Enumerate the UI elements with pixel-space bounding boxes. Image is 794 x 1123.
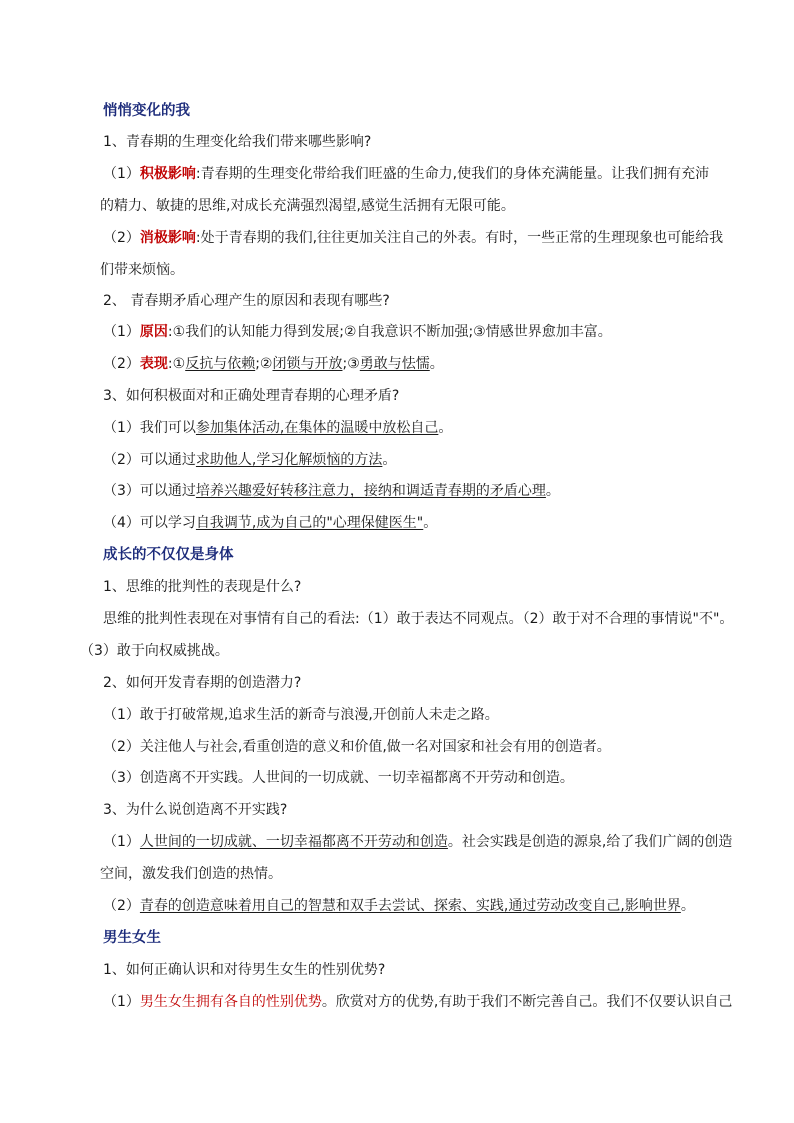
answer-continuation: 们带来烦恼。 [100, 262, 184, 278]
answer-item [103, 164, 709, 184]
label-positive: 积极影响 [139, 166, 196, 182]
answer-continuation: 空间，激发我们创造的热情。 [100, 866, 282, 882]
item-text: （1）我们可以 [103, 420, 196, 436]
question: 1、思维的批判性的表现是什么? [103, 579, 302, 595]
answer-item: （1）敢于打破常规,追求生活的新奇与浪漫,开创前人未走之路。 [103, 707, 499, 723]
item-text: （4）可以学习 [103, 515, 196, 531]
item-text: 。 [382, 452, 397, 468]
answer-item [103, 322, 612, 342]
underlined-text: 人世间的一切成就、一切幸福都离不开劳动和创造 [139, 834, 448, 850]
answer-item [103, 228, 723, 248]
answer-continuation: （3）敢于向权威挑战。 [80, 643, 229, 659]
answer-item [103, 481, 560, 501]
underlined-text: 青春的创造意味着用自己的智慧和双手去尝试、探索、实践,通过劳动改变自己,影响世界 [139, 898, 681, 914]
item-prefix: （2） [103, 356, 140, 372]
question: 1、如何正确认识和对待男生女生的性别优势? [103, 962, 386, 978]
label-negative: 消极影响 [139, 230, 196, 246]
item-text: :①我们的认知能力得到发展;②自我意识不断加强;③情感世界愈加丰富。 [167, 324, 612, 340]
answer-item [103, 992, 732, 1012]
item-text: 。 [680, 898, 695, 914]
item-text: ;② [255, 356, 273, 372]
question: 3、为什么说创造离不开实践? [103, 802, 288, 818]
question: 1、青春期的生理变化给我们带来哪些影响? [103, 134, 372, 150]
question: 2、如何开发青春期的创造潜力? [103, 675, 302, 691]
question: 3、如何积极面对和正确处理青春期的心理矛盾? [103, 388, 400, 404]
item-text: 。 [429, 356, 444, 372]
item-text: （1） [103, 834, 140, 850]
highlight-text: 男生女生拥有各自的性别优势 [139, 994, 322, 1010]
underlined-text: 闭锁与开放 [272, 356, 343, 372]
answer-item [103, 354, 444, 374]
item-text: 。 [438, 420, 453, 436]
label-manifestation: 表现 [139, 356, 168, 372]
underlined-text: 求助他人,学习化解烦恼的方法 [195, 452, 383, 468]
question: 2、 青春期矛盾心理产生的原因和表现有哪些? [103, 293, 390, 309]
label-cause: 原因 [139, 324, 168, 340]
answer-item [103, 450, 396, 470]
underlined-text: 勇敢与怯懦 [359, 356, 430, 372]
answer-item [103, 896, 695, 916]
item-text: ;③ [342, 356, 360, 372]
item-prefix: （1） [103, 166, 140, 182]
underlined-text: 反抗与依赖 [185, 356, 256, 372]
section-title: 成长的不仅仅是身体 [103, 547, 234, 563]
answer-text: 思维的批判性表现在对事情有自己的看法:（1）敢于表达不同观点。（2）敢于对不合理的事情说"不"。 [103, 611, 734, 627]
item-text: :① [167, 356, 186, 372]
item-prefix: （2） [103, 230, 140, 246]
item-text: :处于青春期的我们,往往更加关注自己的外表。有时，一些正常的生理现象也可能给我 [195, 230, 724, 246]
answer-item: （2）关注他人与社会,看重创造的意义和价值,做一名对国家和社会有用的创造者。 [103, 739, 611, 755]
underlined-text: 培养兴趣爱好转移注意力，接纳和调适青春期的矛盾心理 [195, 483, 546, 499]
section-title: 悄悄变化的我 [103, 103, 190, 119]
item-text: （2） [103, 898, 140, 914]
item-text: （3）可以通过 [103, 483, 196, 499]
item-text: 。 [423, 515, 438, 531]
underlined-text: 自我调节,成为自己的"心理保健医生" [195, 515, 424, 531]
answer-item [103, 832, 732, 852]
answer-continuation: 的精力、敏捷的思维,对成长充满强烈渴望,感觉生活拥有无限可能。 [100, 198, 515, 214]
item-text: 。 [545, 483, 560, 499]
item-text: 。社会实践是创造的源泉,给了我们广阔的创造 [447, 834, 733, 850]
answer-item: （3）创造离不开实践。人世间的一切成就、一切幸福都离不开劳动和创造。 [103, 770, 574, 786]
item-text: :青春期的生理变化带给我们旺盛的生命力,使我们的身体充满能量。让我们拥有充沛 [195, 166, 710, 182]
item-text: （1） [103, 994, 140, 1010]
underlined-text: 参加集体活动,在集体的温暖中放松自己 [195, 420, 439, 436]
answer-item [103, 513, 437, 533]
item-text: （2）可以通过 [103, 452, 196, 468]
item-prefix: （1） [103, 324, 140, 340]
answer-item [103, 418, 452, 438]
item-text: 。欣赏对方的优势,有助于我们不断完善自己。我们不仅要认识自己 [321, 994, 733, 1010]
section-title: 男生女生 [103, 930, 161, 946]
